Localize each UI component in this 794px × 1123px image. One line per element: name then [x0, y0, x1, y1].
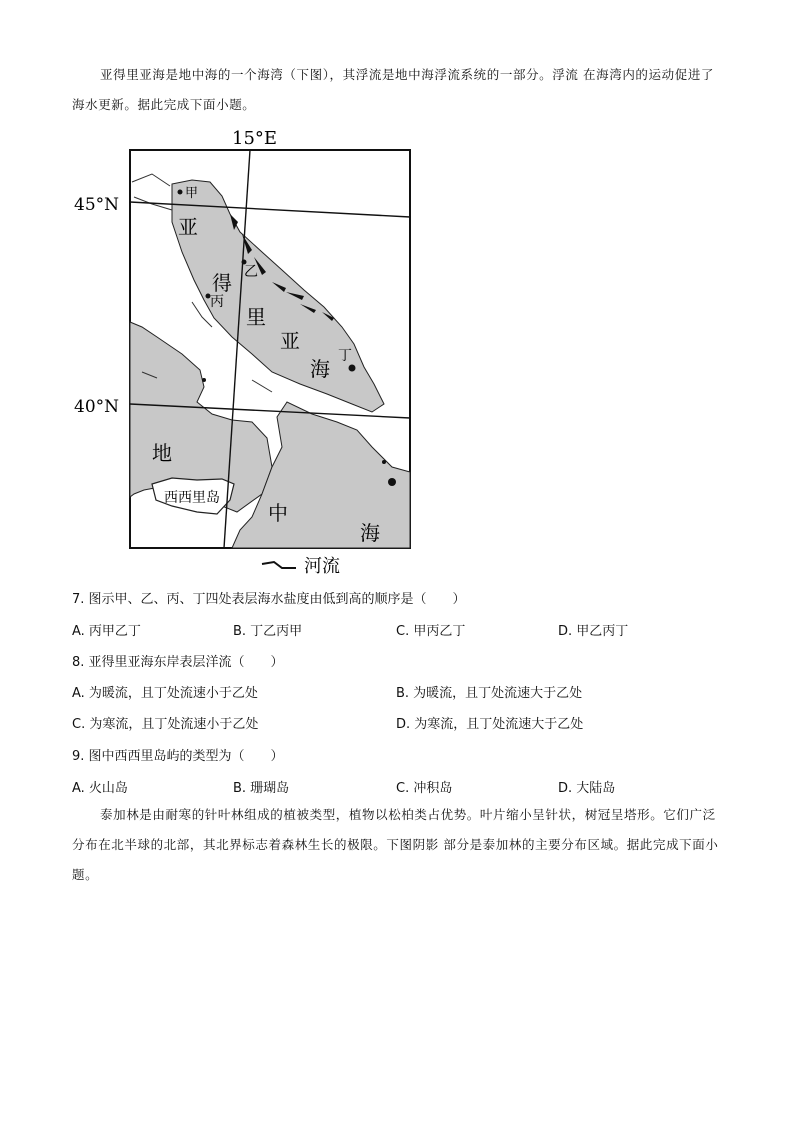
- question-8-stem: 8. 亚得里亚海东岸表层洋流（ ）: [72, 655, 284, 670]
- q9-option-c[interactable]: C. 冲积岛: [396, 781, 453, 796]
- sea-char-3: 里: [246, 305, 266, 329]
- label-bing: 丙: [210, 294, 224, 310]
- label-ding: 丁: [338, 348, 352, 364]
- sea-char-5: 海: [310, 357, 330, 381]
- q7-option-a[interactable]: A. 丙甲乙丁: [72, 624, 141, 639]
- sicily-label: 西西里岛: [164, 490, 220, 506]
- sea-char-2: 得: [212, 271, 232, 295]
- label-yi: 乙: [244, 264, 258, 280]
- med-char-2: 中: [268, 501, 288, 525]
- q8-option-a[interactable]: A. 为暖流，且丁处流速小于乙处: [72, 686, 258, 701]
- q9-option-b[interactable]: B. 珊瑚岛: [233, 781, 290, 796]
- river-legend-icon: [262, 562, 296, 568]
- q9-option-a[interactable]: A. 火山岛: [72, 781, 128, 796]
- med-char-1: 地: [152, 441, 172, 465]
- sea-char-1: 亚: [178, 215, 198, 239]
- adriatic-map: [72, 122, 432, 582]
- lon-label: 15°E: [232, 128, 278, 149]
- lat45-label: 45°N: [74, 195, 120, 215]
- lat40-label: 40°N: [74, 397, 120, 417]
- question-9-stem: 9. 图中西西里岛屿的类型为（ ）: [72, 749, 284, 764]
- q7-option-b[interactable]: B. 丁乙丙甲: [233, 624, 303, 639]
- label-jia: 甲: [185, 186, 199, 201]
- q8-option-b[interactable]: B. 为暖流，且丁处流速大于乙处: [396, 686, 583, 701]
- q7-option-c[interactable]: C. 甲丙乙丁: [396, 624, 466, 639]
- question-7-stem: 7. 图示甲、乙、丙、丁四处表层海水盐度由低到高的顺序是（ ）: [72, 592, 466, 607]
- q8-option-c[interactable]: C. 为寒流，且丁处流速小于乙处: [72, 717, 259, 732]
- river-legend-label: 河流: [304, 556, 340, 577]
- intro-paragraph-1: 亚得里亚海是地中海的一个海湾（下图），其浮流是地中海浮流系统的一部分。浮流 在海湾内的运动促进了海水更新。据此完成下面小题。: [72, 67, 715, 112]
- med-char-3: 海: [360, 521, 380, 545]
- q7-option-d[interactable]: D. 甲乙丙丁: [558, 624, 629, 639]
- sea-char-4: 亚: [280, 329, 300, 353]
- intro-paragraph-2: 泰加林是由耐寒的针叶林组成的植被类型，植物以松柏类占优势。叶片缩小呈针状，树冠呈塔形。它们广泛分布在北半球的北部，其北界标志着森林生长的极限。下图阴影 部分是泰加林的主要分布区域。据此完成下面小题。: [72, 807, 719, 882]
- q8-option-d[interactable]: D. 为寒流，且丁处流速大于乙处: [396, 717, 584, 732]
- q9-option-d[interactable]: D. 大陆岛: [558, 781, 616, 796]
